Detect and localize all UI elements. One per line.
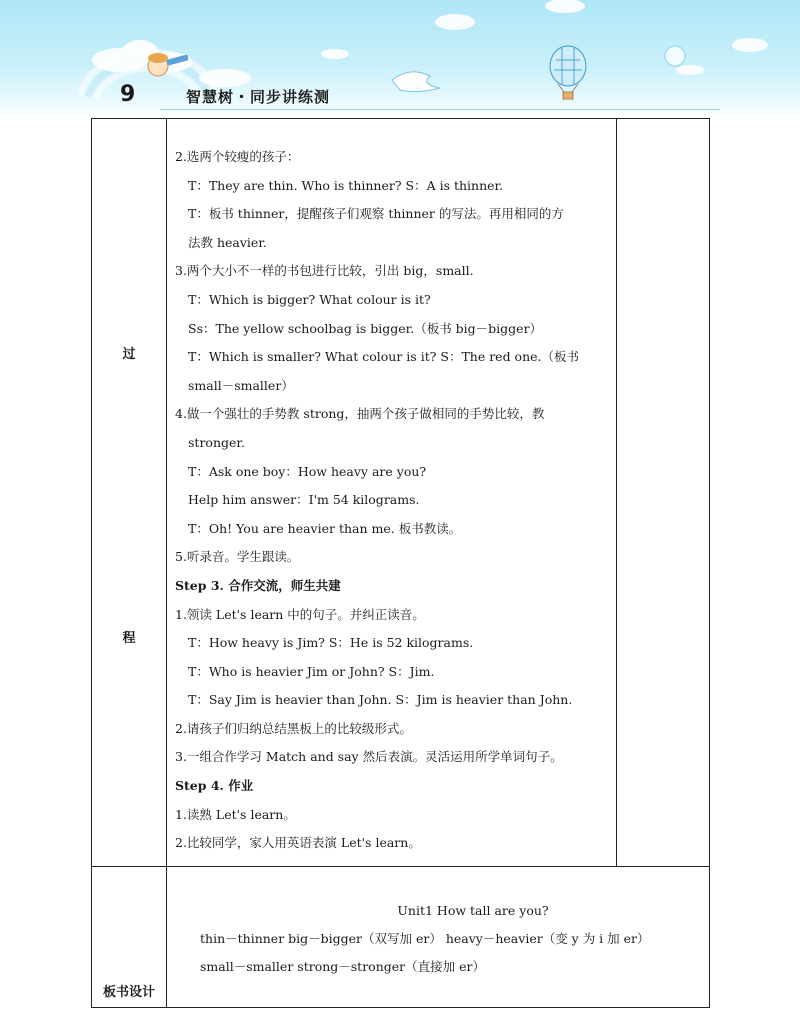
board-content [167,867,709,981]
process-line: 1.领读 Let's learn 中的句子。并纠正读音。 [175,606,425,622]
board-row [92,867,710,1008]
bird-icon [392,72,440,92]
process-line: 1.读熟 Let's learn。 [175,806,296,822]
process-content-cell [167,119,617,867]
process-line: T：Say Jim is heavier than John. S：Jim is heavier than John. [188,692,573,708]
process-line: 2.选两个较瘦的孩子： [175,149,300,164]
board-line: small－smaller strong－stronger（直接加 er） [200,959,485,974]
process-line: small－smaller） [188,377,294,393]
process-label-cell [92,119,167,867]
process-label-top: 过 [122,347,136,362]
process-line: 3.两个大小不一样的书包进行比较，引出 big，small. [175,263,474,279]
process-line: 3.一组合作学习 Match and say 然后表演。灵活运用所学单词句子。 [175,749,563,765]
board-content-cell [167,867,710,1008]
process-line: T：Which is bigger? What colour is it? [188,291,431,307]
process-line: T：Oh! You are heavier than me. 板书教读。 [188,520,462,536]
process-line: 2.比较同学，家人用英语表演 Let's learn。 [175,835,421,851]
process-side-cell [617,119,710,867]
process-content [167,119,616,858]
board-title: Unit1 How tall are you? [397,903,549,918]
header-divider [160,109,720,110]
process-line: T：They are thin. Who is thinner? S：A is thinner. [188,177,504,193]
process-line: 2.请孩子们归纳总结黑板上的比较级形式。 [175,720,412,736]
process-row [92,119,710,867]
process-line: T：Who is heavier Jim or John? S：Jim. [188,663,435,679]
page-number: 9 [120,82,136,107]
series-title: 智慧树・同步讲练测 [186,88,331,106]
process-line: T：板书 thinner，提醒孩子们观察 thinner 的写法。再用相同的方 [188,206,564,222]
process-line: Help him answer：I'm 54 kilograms. [188,492,420,508]
step-heading: Step 4. 作业 [175,778,254,794]
hot-air-balloon-icon [550,46,586,99]
board-line: thin－thinner big－bigger（双写加 er） heavy－heavier（变 y 为 i 加 er） [200,931,650,946]
process-label-bottom: 程 [122,631,136,646]
process-line: T：How heavy is Jim? S：He is 52 kilograms. [188,635,474,651]
process-line: 5.听录音。学生跟读。 [175,549,300,565]
process-line: Ss：The yellow schoolbag is bigger.（板书 big－bigger） [188,320,543,336]
sun-icon [665,46,685,66]
process-line: T：Ask one boy：How heavy are you? [188,463,427,479]
step-heading: Step 3. 合作交流，师生共建 [175,577,341,593]
process-line: T：Which is smaller? What colour is it? S：The red one.（板书 [188,349,580,365]
process-line: stronger. [188,434,245,450]
process-line: 4.做一个强壮的手势教 strong，抽两个孩子做相同的手势比较，教 [175,406,545,422]
process-line: 法教 heavier. [188,234,267,250]
board-label-cell [92,867,167,1008]
board-label: 板书设计 [102,985,155,1000]
lesson-plan-table [91,118,710,1008]
